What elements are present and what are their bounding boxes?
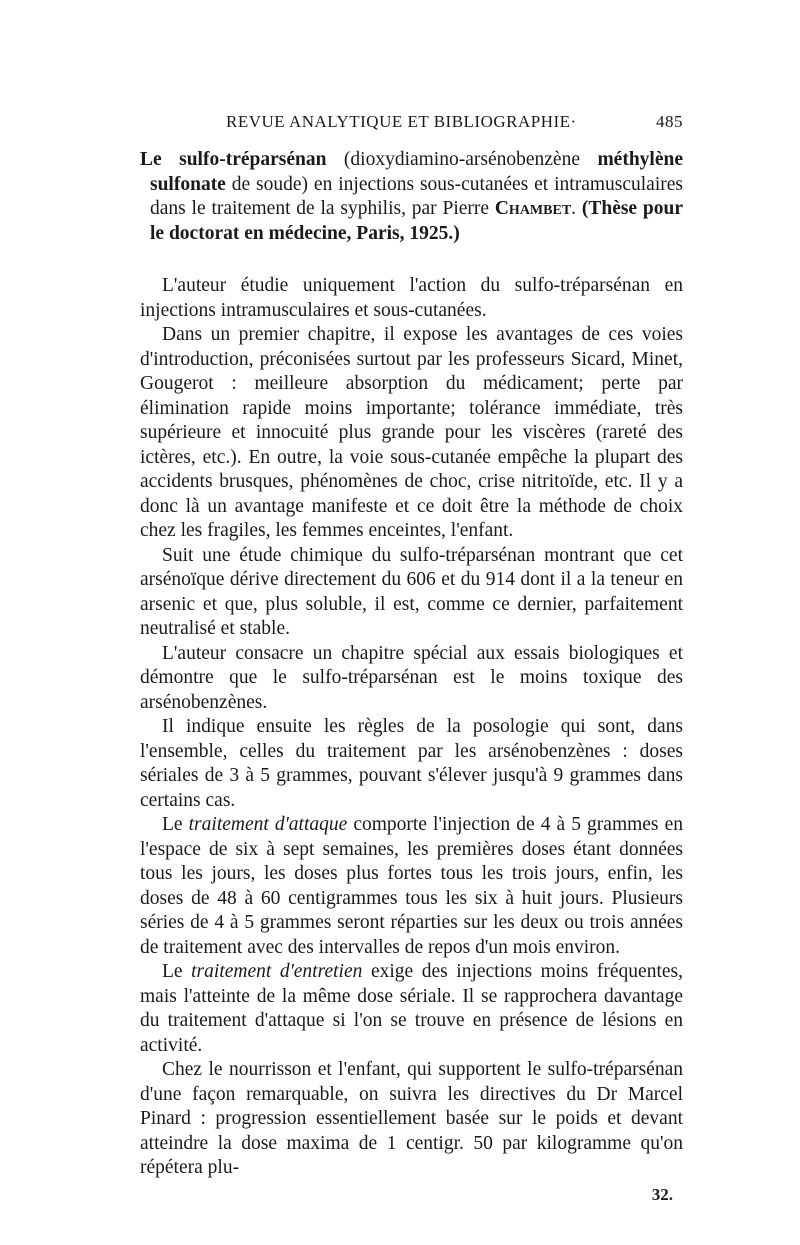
entry-title: Le sulfo-tréparsénan	[140, 149, 327, 170]
entry-intro: (dioxydiamino-arsénobenzène	[326, 149, 598, 170]
paragraph-6	[140, 813, 683, 960]
entry-heading	[140, 148, 683, 246]
page	[140, 112, 683, 1205]
running-head	[226, 112, 683, 142]
paragraph-7	[140, 960, 683, 1058]
paragraph-6-lead: Le	[162, 814, 189, 835]
paragraph-2: Dans un premier chapitre, il expose les avantages de ces voies d'introduction, préconisées surtout par les professeurs Sicard, Minet, Gougerot : meilleure absorption du médicament; perte par élimination rapide moins importante; tolérance immédiate, très supérieure et innocuité plus grande pour les viscères (rareté des ictères, etc.). En outre, la voie sous-cutanée empêche la plupart des accidents brusques, phénomènes de choc, crise nitritoïde, etc. Il y a donc là un avantage manifeste et ce doit être la méthode de choix chez les fragiles, les femmes enceintes, l'enfant.	[140, 324, 683, 541]
running-title: REVUE ANALYTIQUE ET BIBLIOGRAPHIE·	[226, 112, 577, 131]
paragraph-5: Il indique ensuite les règles de la posologie qui sont, dans l'ensemble, celles du traitement par les arsénobenzènes : doses sériales de 3 à 5 grammes, pouvant s'élever jusqu'à 9 grammes dans certains cas.	[140, 716, 683, 811]
entry-author: Chambet	[494, 198, 572, 219]
entry-citation: (Thèse pour le doctorat en médecine, Paris, 1925.)	[150, 198, 683, 244]
entry-description: de soude) en injections sous-cutanées et intramusculaires dans le traitement de la syphilis, par Pierre	[150, 173, 683, 219]
paragraph-3: Suit une étude chimique du sulfo-tréparsénan montrant que cet arsénoïque dérive directement du 606 et du 914 dont il a la teneur en arsenic et que, plus soluble, il est, comme ce dernier, parfaitement neutralisé et stable.	[140, 544, 683, 639]
paragraph-7-term: traitement d'entretien	[191, 961, 363, 982]
signature-mark: 32.	[651, 1184, 673, 1204]
paragraph-8: Chez le nourrisson et l'enfant, qui supportent le sulfo-tréparsénan d'une façon remarquable, on suivra les directives du Dr Marcel Pinard : progression essentiellement basée sur le poids et devant atteindre la dose maxima de 1 centigr. 50 par kilogramme qu'on répétera plu-	[140, 1059, 683, 1178]
paragraph-7-lead: Le	[162, 961, 192, 982]
paragraph-1: L'auteur étudie uniquement l'action du sulfo-tréparsénan en injections intramusculaires et sous-cutanées.	[140, 275, 683, 321]
page-number: 485	[656, 112, 683, 131]
paragraph-7-body: exige des injections moins fréquentes, mais l'atteinte de la même dose sériale. Il se rapprochera davantage du traitement d'attaque si l'on se trouve en présence de lésions en activité.	[140, 961, 683, 1056]
entry-bold-term: méthylène sulfonate	[150, 149, 683, 195]
spacer	[140, 246, 683, 274]
paragraph-6-body: comporte l'injection de 4 à 5 grammes en l'espace de six à sept semaines, les premières doses étant données tous les jours, les doses plus fortes tous les trois jours, enfin, les doses de 48 à 60 centigrammes tous les six à huit jours. Plusieurs séries de 4 à 5 grammes seront réparties sur les deux ou trois années de traitement avec des intervalles de repos d'un mois environ.	[140, 814, 683, 958]
paragraph-4: L'auteur consacre un chapitre spécial aux essais biologiques et démontre que le sulfo-tréparsénan est le moins toxique des arsénobenzènes.	[140, 642, 683, 713]
paragraph-6-term: traitement d'attaque	[188, 814, 348, 835]
entry-separator: .	[571, 198, 582, 219]
